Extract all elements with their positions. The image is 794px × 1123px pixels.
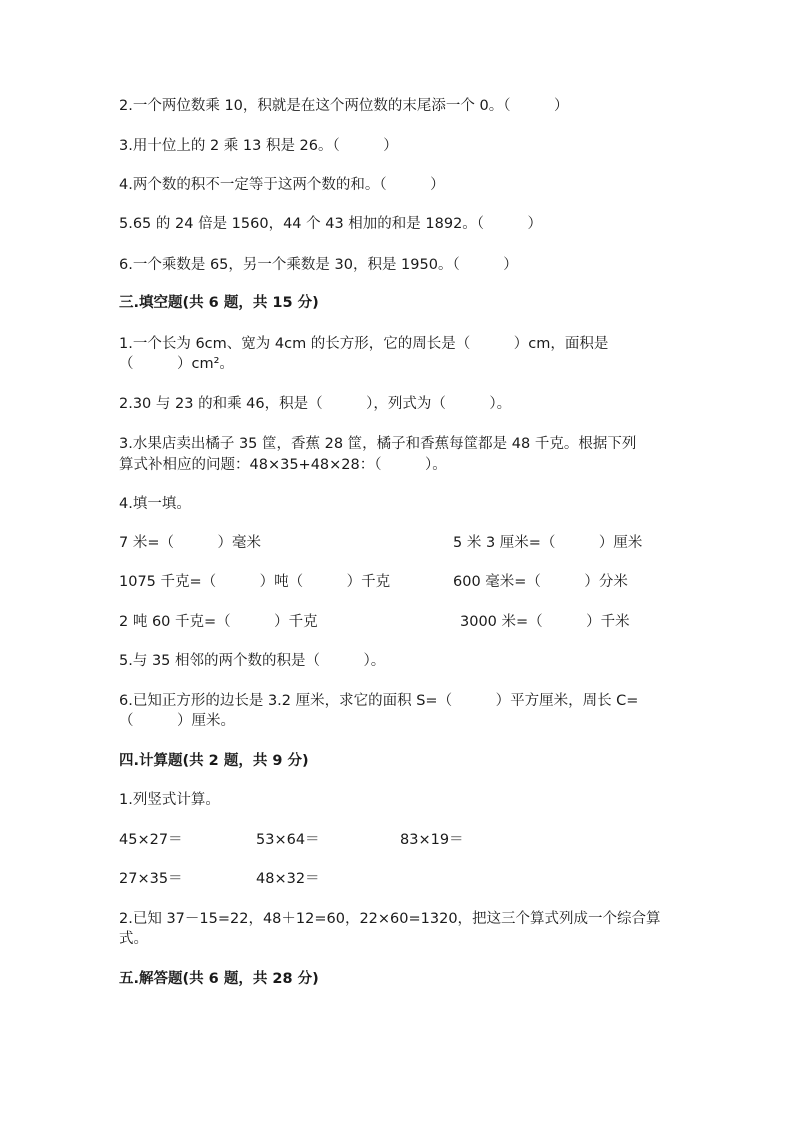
calc-question-2-line-1: 2.已知 37－15=22，48＋12=60，22×60=1320，把这三个算式列成一个综合算: [119, 911, 661, 927]
fill-question-3-line-1: 3.水果店卖出橘子 35 筐，香蕉 28 筐，橘子和香蕉每筐都是 48 千克。根据下列: [119, 436, 637, 452]
judge-question-4: 4.两个数的积不一定等于这两个数的和。（ ）: [119, 177, 445, 193]
judge-question-2: 2.一个两位数乘 10，积就是在这个两位数的末尾添一个 0。（ ）: [119, 98, 569, 114]
calc-question-1-title: 1.列竖式计算。: [119, 792, 220, 808]
fill-item-f: 3000 米=（ ）千米: [460, 614, 630, 630]
fill-question-4-title: 4.填一填。: [119, 496, 191, 512]
judge-question-5: 5.65 的 24 倍是 1560，44 个 43 相加的和是 1892。（ ）: [119, 216, 543, 232]
fill-question-1-line-1: 1.一个长为 6cm、宽为 4cm 的长方形，它的周长是（ ）cm，面积是: [119, 336, 609, 352]
fill-item-d: 600 毫米=（ ）分米: [453, 574, 628, 590]
calc-expression-b: 53×64＝: [256, 832, 320, 848]
fill-item-b: 5 米 3 厘米=（ ）厘米: [453, 535, 643, 551]
fill-question-5: 5.与 35 相邻的两个数的积是（ ）。: [119, 653, 386, 669]
fill-item-c: 1075 千克=（ ）吨（ ）千克: [119, 574, 391, 590]
fill-question-1-line-2: （ ）cm²。: [119, 356, 234, 372]
fill-item-a: 7 米=（ ）毫米: [119, 535, 261, 551]
fill-question-2: 2.30 与 23 的和乘 46，积是（ ），列式为（ ）。: [119, 396, 512, 412]
calc-section-heading: 四.计算题(共 2 题，共 9 分): [119, 753, 309, 769]
fill-question-3-line-2: 算式补相应的问题：48×35+48×28：（ ）。: [119, 457, 447, 473]
fill-question-6-line-2: （ ）厘米。: [119, 713, 235, 729]
calc-expression-c: 83×19＝: [400, 832, 464, 848]
fill-section-heading: 三.填空题(共 6 题，共 15 分): [119, 295, 319, 311]
answer-section-heading: 五.解答题(共 6 题，共 28 分): [119, 971, 319, 987]
calc-expression-e: 48×32＝: [256, 871, 320, 887]
calc-question-2-line-2: 式。: [119, 931, 148, 947]
fill-item-e: 2 吨 60 千克=（ ）千克: [119, 614, 318, 630]
judge-question-6: 6.一个乘数是 65，另一个乘数是 30，积是 1950。（ ）: [119, 257, 518, 273]
calc-expression-a: 45×27＝: [119, 832, 183, 848]
judge-question-3: 3.用十位上的 2 乘 13 积是 26。（ ）: [119, 138, 398, 154]
fill-question-6-line-1: 6.已知正方形的边长是 3.2 厘米，求它的面积 S=（ ）平方厘米，周长 C=: [119, 693, 639, 709]
calc-expression-d: 27×35＝: [119, 871, 183, 887]
